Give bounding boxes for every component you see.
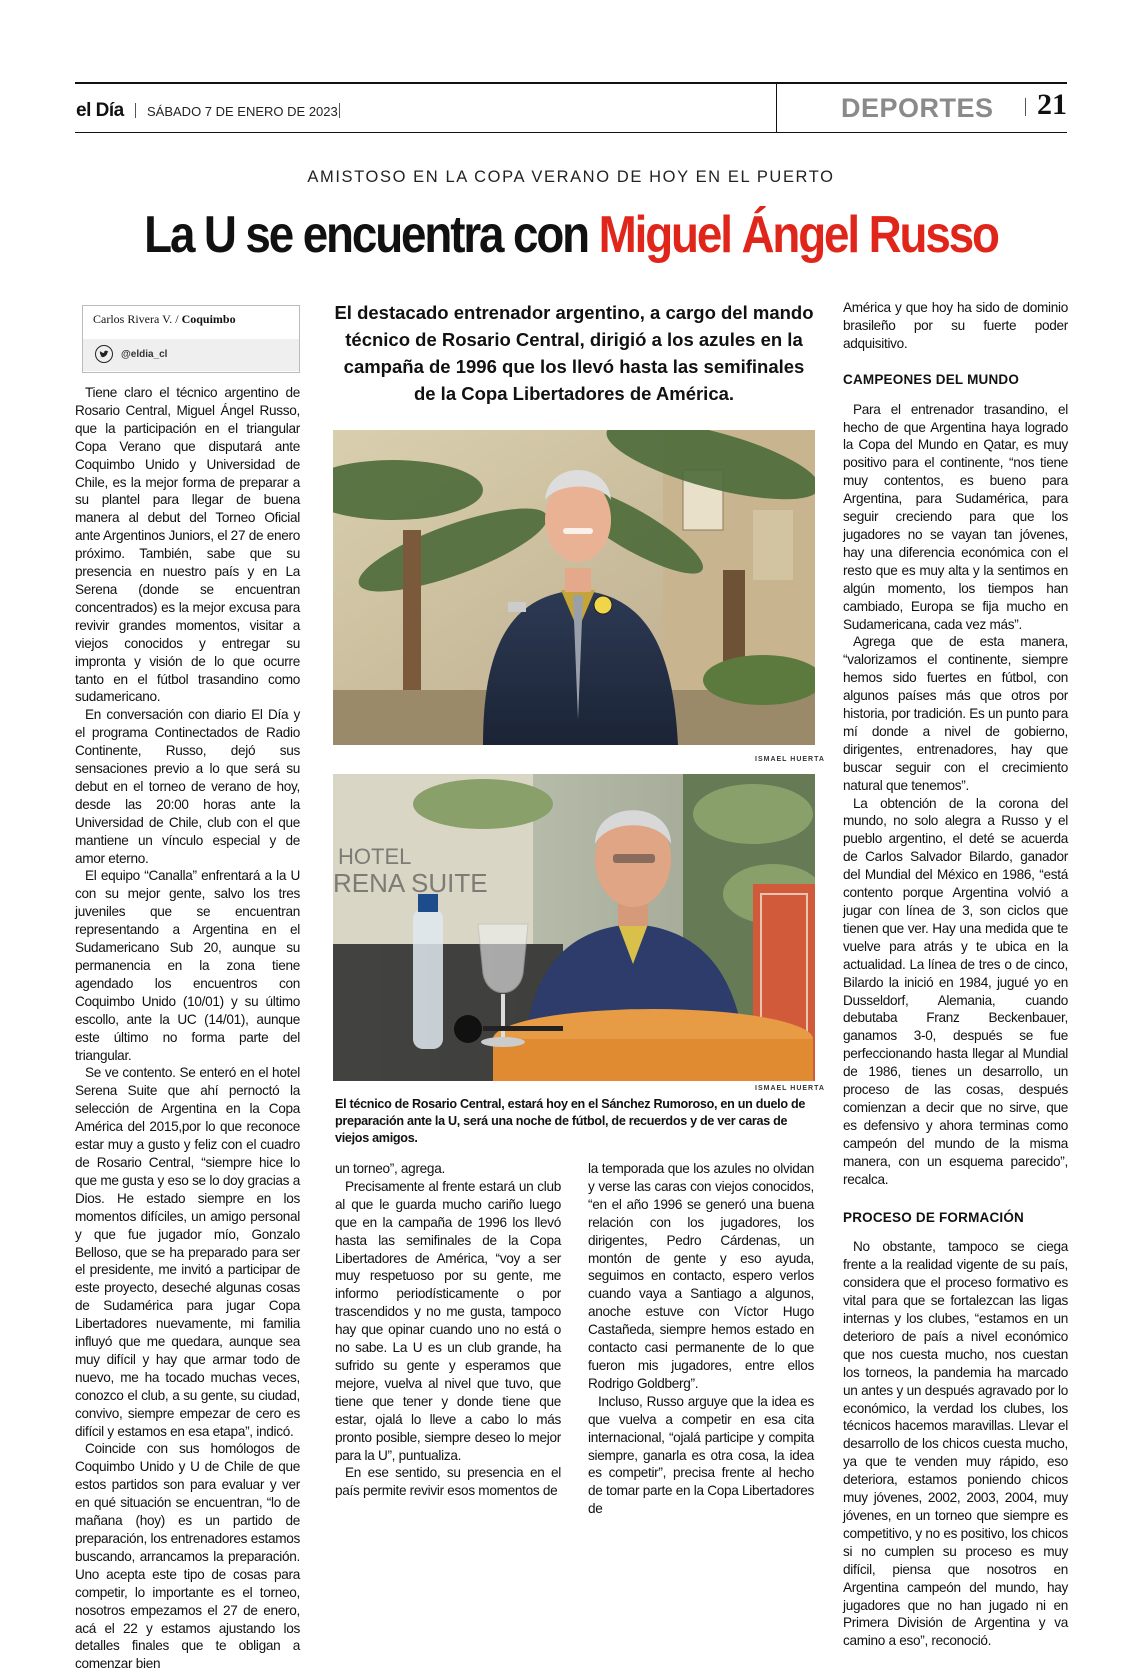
separator-bar bbox=[339, 103, 340, 118]
photo2-caption: El técnico de Rosario Central, estará hoy en el Sánchez Rumoroso, en un duelo de preparación ante la U, será una noche de fútbol, de recuerdos y de ver caras de viejos amigos. bbox=[335, 1097, 806, 1145]
paragraph: Coincide con sus homólogos de Coquimbo Unido y U de Chile de que estos partidos son para evaluar y ver en qué situación se encuentran, “lo de mañana (hoy) es un partido de preparación, los entrenadores estamos buscando, arrancamos la preparación. Uno acepta este tipo de cosas para competir, lo importante es el torneo, nosotros empezamos el 27 de enero, acá el 22 y estamos ajustando los detalles finales que te obligan a comenzar bien bbox=[75, 1441, 300, 1672]
byline-author: Carlos Rivera V. / bbox=[93, 312, 179, 326]
text-column-4 bbox=[843, 299, 1068, 1650]
title-black: La U se encuentra con bbox=[144, 206, 599, 264]
photo-russo-interview bbox=[333, 774, 815, 1081]
paragraph: La obtención de la corona del mundo, no solo alegra a Russo y el pueblo argentino, el deté se acuerda de Carlos Salvador Bilardo, ganador del Mundial del México en 1986, “está contento porque Argentina volvió a jugar con línea de 3, son ciclos que tienen que ver. Hay una medida que te vuelve para atrás y te ubica en la actualidad. La línea de tres o de cinco, Bilardo la inició en 1984, jugué yo en Dusseldorf, Alemania, cuando debutaba Franz Beckenbauer, ganamos 3-0, después se fue perfeccionando hasta llegar al Mundial de 1986, tienes un desarrollo, un proceso de las cosas, después comienzan a decir que no sirve, que es defensivo y ahora terminas como campeón del mundo de la misma manera, con un esquema parecido”, recalca. bbox=[843, 795, 1068, 1187]
paragraph: En conversación con diario El Día y el programa Continectados de Radio Continente, Russo, dejó sus sensaciones previo a lo que será su debut en el torneo de verano de hoy, desde las 20:00 horas ante la Universidad de Chile, club con el que mantiene un vínculo especial y de amor eterno. bbox=[75, 707, 300, 866]
header-top-rule bbox=[75, 82, 1067, 84]
paragraph: Precisamente al frente estará un club al que le guarda mucho cariño luego que en la campaña de 1996 los llevó hasta las semifinales de la Copa Libertadores de América, “voy a ser muy respetuoso por su gente, me informo periodísticamente o por trascendidos y no me gusta, tampoco hay que opinar cuando uno no está o no sabe. La U es un club grande, ha sufrido su gente y esperamos que mejore, vuelva al nivel que tuvo, que tiene que tener y donde tiene que estar, ojalá lo lleve a cabo lo más pronto posible, siempre deseo lo mejor para la U”, puntualiza. bbox=[335, 1178, 561, 1463]
paragraph: un torneo”, agrega. bbox=[335, 1161, 445, 1176]
photo1-credit: ISMAEL HUERTA bbox=[755, 756, 825, 763]
text-column-1 bbox=[75, 384, 300, 1673]
subheading: PROCESO DE FORMACIÓN bbox=[843, 1209, 1025, 1225]
paragraph: Incluso, Russo arguye que la idea es que vuelva a competir en esa cita internacional, “ojalá participe y compita siempre, ganarla es otra cosa, la idea es competir”, precisa frente al hecho de tomar parte en la Copa Libertadores de bbox=[588, 1393, 814, 1517]
twitter-icon bbox=[95, 345, 113, 363]
paragraph: En ese sentido, su presencia en el país permite revivir esos momentos de bbox=[335, 1465, 561, 1499]
header-divider bbox=[776, 83, 777, 132]
byline-place: Coquimbo bbox=[181, 312, 236, 326]
title-red: Miguel Ángel Russo bbox=[598, 206, 998, 264]
newspaper-logo: el Día bbox=[76, 100, 124, 121]
twitter-handle[interactable]: @eldia_cl bbox=[121, 349, 168, 360]
article-kicker: AMISTOSO EN LA COPA VERANO DE HOY EN EL PUERTO bbox=[307, 168, 835, 186]
article-lead: El destacado entrenador argentino, a cargo del mando técnico de Rosario Central, dirigió a los azules en la campaña de 1996 que los llevó hasta las semifinales de la Copa Libertadores de América. bbox=[334, 302, 814, 404]
paragraph: la temporada que los azules no olvidan y verse las caras con viejos conocidos, “en el año 1996 se generó una buena relación con los jugadores, los dirigentes, Pedro Cárdenas, un montón de gente y eso ayuda, seguimos en contacto, espero verlos cuando vaya a Santiago a algunos, anoche estuve con Víctor Hugo Castañeda, siempre hemos estado en contacto casi permanente de lo que fueron mis jugadores, entre ellos Rodrigo Goldberg”. bbox=[588, 1161, 814, 1391]
photo-russo-portrait bbox=[333, 430, 815, 745]
header-bottom-rule bbox=[75, 132, 1067, 133]
paragraph: Agrega que de esta manera, “valorizamos el continente, siempre hemos sido fuertes en fútbol, con algunos países más que otros por historia, por tradición. Es un punto para mí donde a nivel de gobierno, dirigentes, entrenadores, hay que buscar seguir con el crecimiento natural que tenemos”. bbox=[843, 634, 1068, 793]
article-title bbox=[40, 205, 1102, 265]
paragraph: No obstante, tampoco se ciega frente a la realidad vigente de su país, considera que el proceso formativo es vital para que se fortalezcan las ligas internas y los clubes, “estamos en un deterioro de país a nivel económico que nos cuesta mucho, nos cuestan los torneos, la pandemia ha marcado un antes y un después agravado por lo económico, la verdad los clubes, los técnicos hacemos maravillas. Llevar el desarrollo de los chicos cuesta mucho, ya que te venden muy rápido, eso deteriora, estamos poniendo chicos muy jóvenes, 2002, 2003, 2004, muy jóvenes, en un torneo que siempre es competitivo, y no es positivo, los chicos si no cumplen su proceso es muy difícil, piensa que nosotros en Argentina campeón del mundo, hay jugadores que no han jugado ni en Primera División de Argentina y va camino a eso”, reconoció. bbox=[843, 1239, 1068, 1649]
section-name: DEPORTES bbox=[841, 93, 994, 123]
hotel-sign-line1: HOTEL bbox=[338, 844, 412, 869]
separator-bar bbox=[1025, 98, 1026, 116]
paragraph: El equipo “Canalla” enfrentará a la U con su mejor gente, salvo los tres juveniles que se encuentran representando a Argentina en el Sudamericano Sub 20, aunque su permanencia en la zona tiene agendado los encuentros con Coquimbo Unido (10/01) y su último escollo, ante la UC (14/01), aunque este último no forma parte del triangular. bbox=[75, 868, 300, 1063]
photo2-credit: ISMAEL HUERTA bbox=[755, 1085, 825, 1092]
twitter-strip bbox=[83, 339, 299, 371]
text-column-3 bbox=[588, 1160, 814, 1518]
paragraph: Tiene claro el técnico argentino de Rosario Central, Miguel Ángel Russo, que la participación en el triangular Copa Verano que disputará ante Coquimbo Unido y Universidad de Chile, es la mejor forma de preparar a su plantel para llegar de buena manera al debut del Torneo Oficial ante Argentinos Juniors, el 27 de enero próximo. También, sabe que su presencia en nuestro país y en La Serena (donde se encuentran concentrados) es la mejor excusa para revivir grandes momentos, visitar a viejos conocidos y entregar su impronta y visión de lo que ocurre tanto en el fútbol trasandino como sudamericano. bbox=[75, 385, 300, 705]
separator-bar bbox=[135, 103, 136, 118]
paragraph: Se ve contento. Se enteró en el hotel Serena Suite que ahí pernoctó la selección de Argentina en la Copa América del 2015,por lo que reconoce estar muy a gusto y feliz con el cuadro de Rosario Central, “siempre hice lo que me gusta y eso se lo doy gracias a Dios. He estado siempre en los momentos difíciles, un amigo personal y que fue jugador mío, Gonzalo Belloso, que se ha preparado para ser el presidente, me invitó a participar de este proyecto, deseché algunas cosas de Sudamérica para jugar Copa Libertadores nuevamente, mi familia influyó que me quedara, aunque sea muy difícil y hay que armar todo de nuevo, me ha tocado muchas veces, conozco el club, a su gente, su ciudad, convivo, siempre empezar de cero es difícil y estamos en esa etapa”, indicó. bbox=[75, 1065, 300, 1439]
byline bbox=[93, 312, 236, 327]
paragraph: América y que hoy ha sido de dominio brasileño por su fuerte poder adquisitivo. bbox=[843, 300, 1068, 351]
page-number: 21 bbox=[1037, 88, 1067, 121]
issue-date: SÁBADO 7 DE ENERO DE 2023 bbox=[147, 104, 338, 119]
subheading: CAMPEONES DEL MUNDO bbox=[843, 371, 1020, 387]
byline-box bbox=[82, 305, 300, 373]
text-column-2 bbox=[335, 1160, 561, 1500]
paragraph: Para el entrenador trasandino, el hecho de que Argentina haya logrado la Copa del Mundo en Qatar, es muy positivo para el continente, “nos tiene muy contentos, es bueno para Argentina, para Sudamérica, para seguir creciendo para que los jugadores no se vayan tan jóvenes, hay una diferencia económica con el resto que es muy alta y la sentimos en algún momento, los tiempos han cambiado, Europa se fija mucho en Sudamericana, cada vez más”. bbox=[843, 401, 1068, 632]
hotel-sign-line2: RENA SUITE bbox=[333, 868, 488, 898]
